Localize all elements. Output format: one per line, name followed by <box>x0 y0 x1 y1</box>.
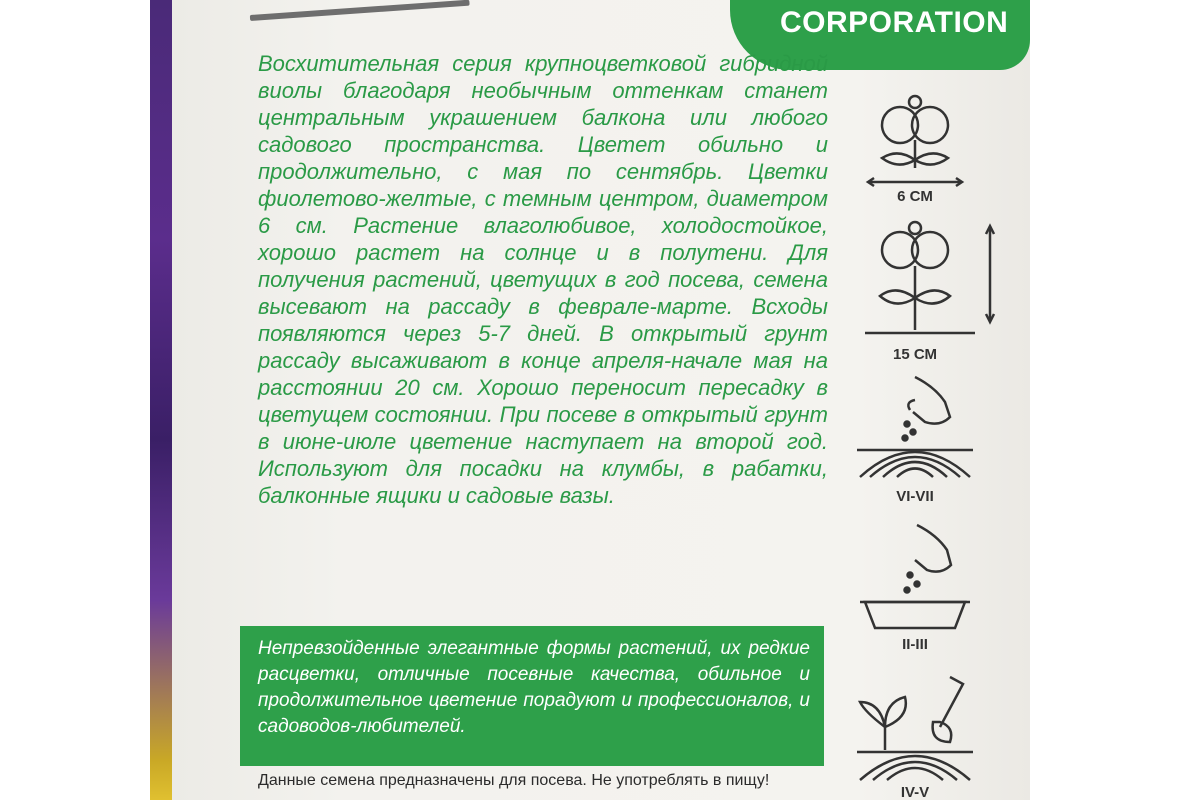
seedling-sowing-icon <box>855 520 975 630</box>
flower-diameter-label: 6 СМ <box>897 188 933 205</box>
highlight-text: Непревзойденные элегантные формы растений, их редкие расцветки, отличные посевные качества, обильное и продолжительное цветение порадуют и профессионалов, и садоводов-любителей. <box>258 638 810 737</box>
product-description: Восхитительная серия крупноцветковой гибридной виолы благодаря необычным оттенкам станет центральным украшением балкона или любого садового пространства. Цветет обильно и продолжительно, с мая по сентябрь. Цветки фиолетово-желтые, с темным центром, диаметром 6 см. Растение влаголюбивое, холодостойкое, хорошо растет на солнце и в полутени. Для получения растений, цветущих в год посева, семена высевают на рассаду в феврале-марте. Всходы появляются через 5-7 дней. В открытый грунт рассаду высаживают в конце апреля-начале мая на расстоянии 20 см. Хорошо переносит пересадку в цветущем состоянии. При посеве в открытый грунт в июне-июле цветение наступает на второй год. Используют для посадки на клумбы, в рабатки, балконные ящики и садовые вазы. <box>258 51 828 508</box>
plant-height-icon <box>860 220 1000 340</box>
open-ground-sowing-label: VI-VII <box>896 488 934 505</box>
product-photo-edge <box>150 0 174 800</box>
transplanting-label: IV-V <box>900 784 930 801</box>
transplanting-icon <box>855 672 975 782</box>
flower-diameter-icon <box>860 90 970 190</box>
plant-height-label: 15 СМ <box>893 346 937 363</box>
open-ground-sowing-icon <box>855 372 975 482</box>
brand-corporation-text: CORPORATION <box>780 6 1009 39</box>
warning-text: Данные семена предназначены для посева. Не употреблять в пищу! <box>258 772 770 789</box>
seedling-sowing-label: II-III <box>902 636 928 653</box>
